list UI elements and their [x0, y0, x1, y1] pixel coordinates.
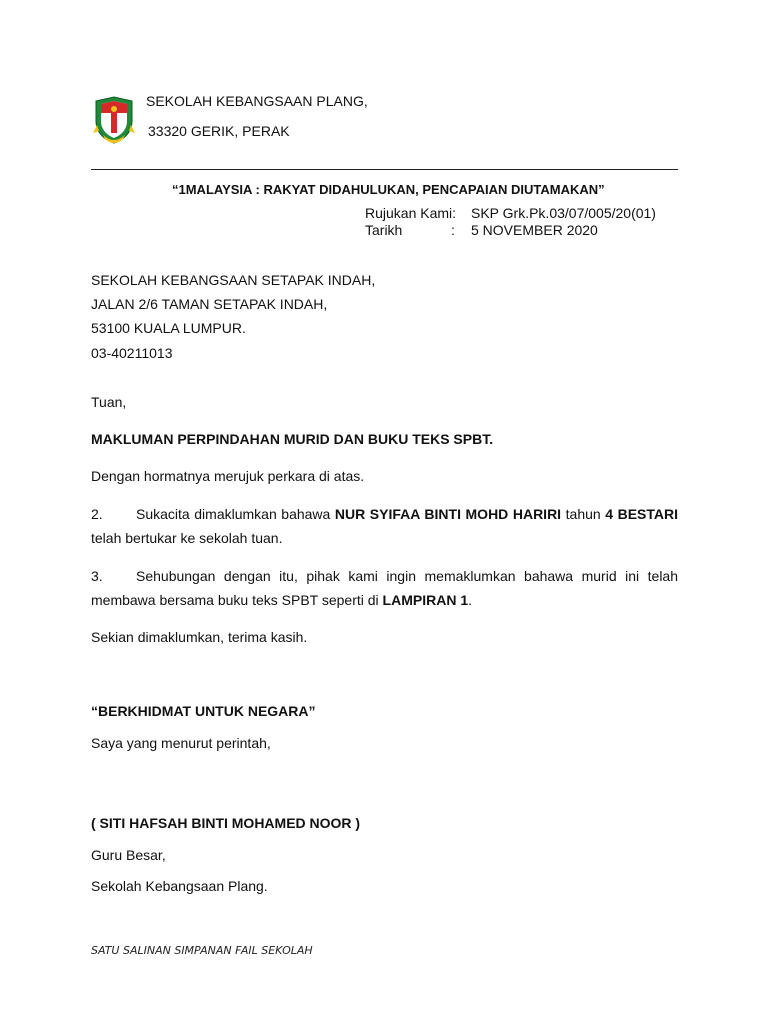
opening-line: Dengan hormatnya merujuk perkara di atas.	[91, 468, 365, 484]
school-name: SEKOLAH KEBANGSAAN PLANG,	[146, 93, 368, 109]
closing-line: Sekian dimaklumkan, terima kasih.	[91, 629, 308, 645]
recipient-line-2: JALAN 2/6 TAMAN SETAPAK INDAH,	[91, 296, 328, 312]
date-colon: :	[451, 222, 455, 238]
school-crest-logo	[93, 95, 135, 145]
date-value: 5 NOVEMBER 2020	[471, 222, 598, 238]
paragraph-3-text-b: .	[468, 592, 472, 608]
reference-label: Rujukan Kami:	[365, 205, 457, 221]
paragraph-3-number: 3.	[91, 568, 103, 584]
recipient-line-3: 53100 KUALA LUMPUR.	[91, 320, 246, 336]
yours-faithfully: Saya yang menurut perintah,	[91, 735, 271, 751]
signatory-organisation: Sekolah Kebangsaan Plang.	[91, 878, 268, 894]
slogan: “BERKHIDMAT UNTUK NEGARA”	[91, 703, 316, 719]
letter-subject: MAKLUMAN PERPINDAHAN MURID DAN BUKU TEKS SPBT.	[91, 431, 494, 447]
attachment-reference: LAMPIRAN 1	[382, 592, 469, 608]
paragraph-3-text-a: Sehubungan dengan itu, pihak kami ingin memaklumkan bahawa murid ini telah membawa bersama buku teks SPBT seperti di	[91, 568, 678, 608]
paragraph-2	[91, 502, 678, 550]
paragraph-3	[91, 564, 678, 612]
paragraph-2-text-a: Sukacita dimaklumkan bahawa	[136, 506, 335, 522]
paragraph-2-number: 2.	[91, 506, 103, 522]
class-name: 4 BESTARI	[605, 506, 678, 522]
signatory-name: ( SITI HAFSAH BINTI MOHAMED NOOR )	[91, 815, 361, 831]
paragraph-2-text-b: tahun	[561, 506, 606, 522]
signatory-title: Guru Besar,	[91, 847, 166, 863]
date-label: Tarikh	[365, 222, 403, 238]
reference-value: SKP Grk.Pk.03/07/005/20(01)	[471, 205, 656, 221]
student-name: NUR SYIFAA BINTI MOHD HARIRI	[334, 506, 562, 522]
recipient-phone: 03-40211013	[91, 345, 173, 361]
salutation: Tuan,	[91, 394, 127, 410]
header-divider	[91, 169, 678, 170]
motto: “1MALAYSIA : RAKYAT DIDAHULUKAN, PENCAPAIAN DIUTAMAKAN”	[172, 182, 605, 197]
paragraph-2-text-c: telah bertukar ke sekolah tuan.	[91, 530, 283, 546]
recipient-line-1: SEKOLAH KEBANGSAAN SETAPAK INDAH,	[91, 272, 376, 288]
school-address: 33320 GERIK, PERAK	[148, 123, 290, 139]
footer-note: SATU SALINAN SIMPANAN FAIL SEKOLAH	[91, 944, 313, 957]
